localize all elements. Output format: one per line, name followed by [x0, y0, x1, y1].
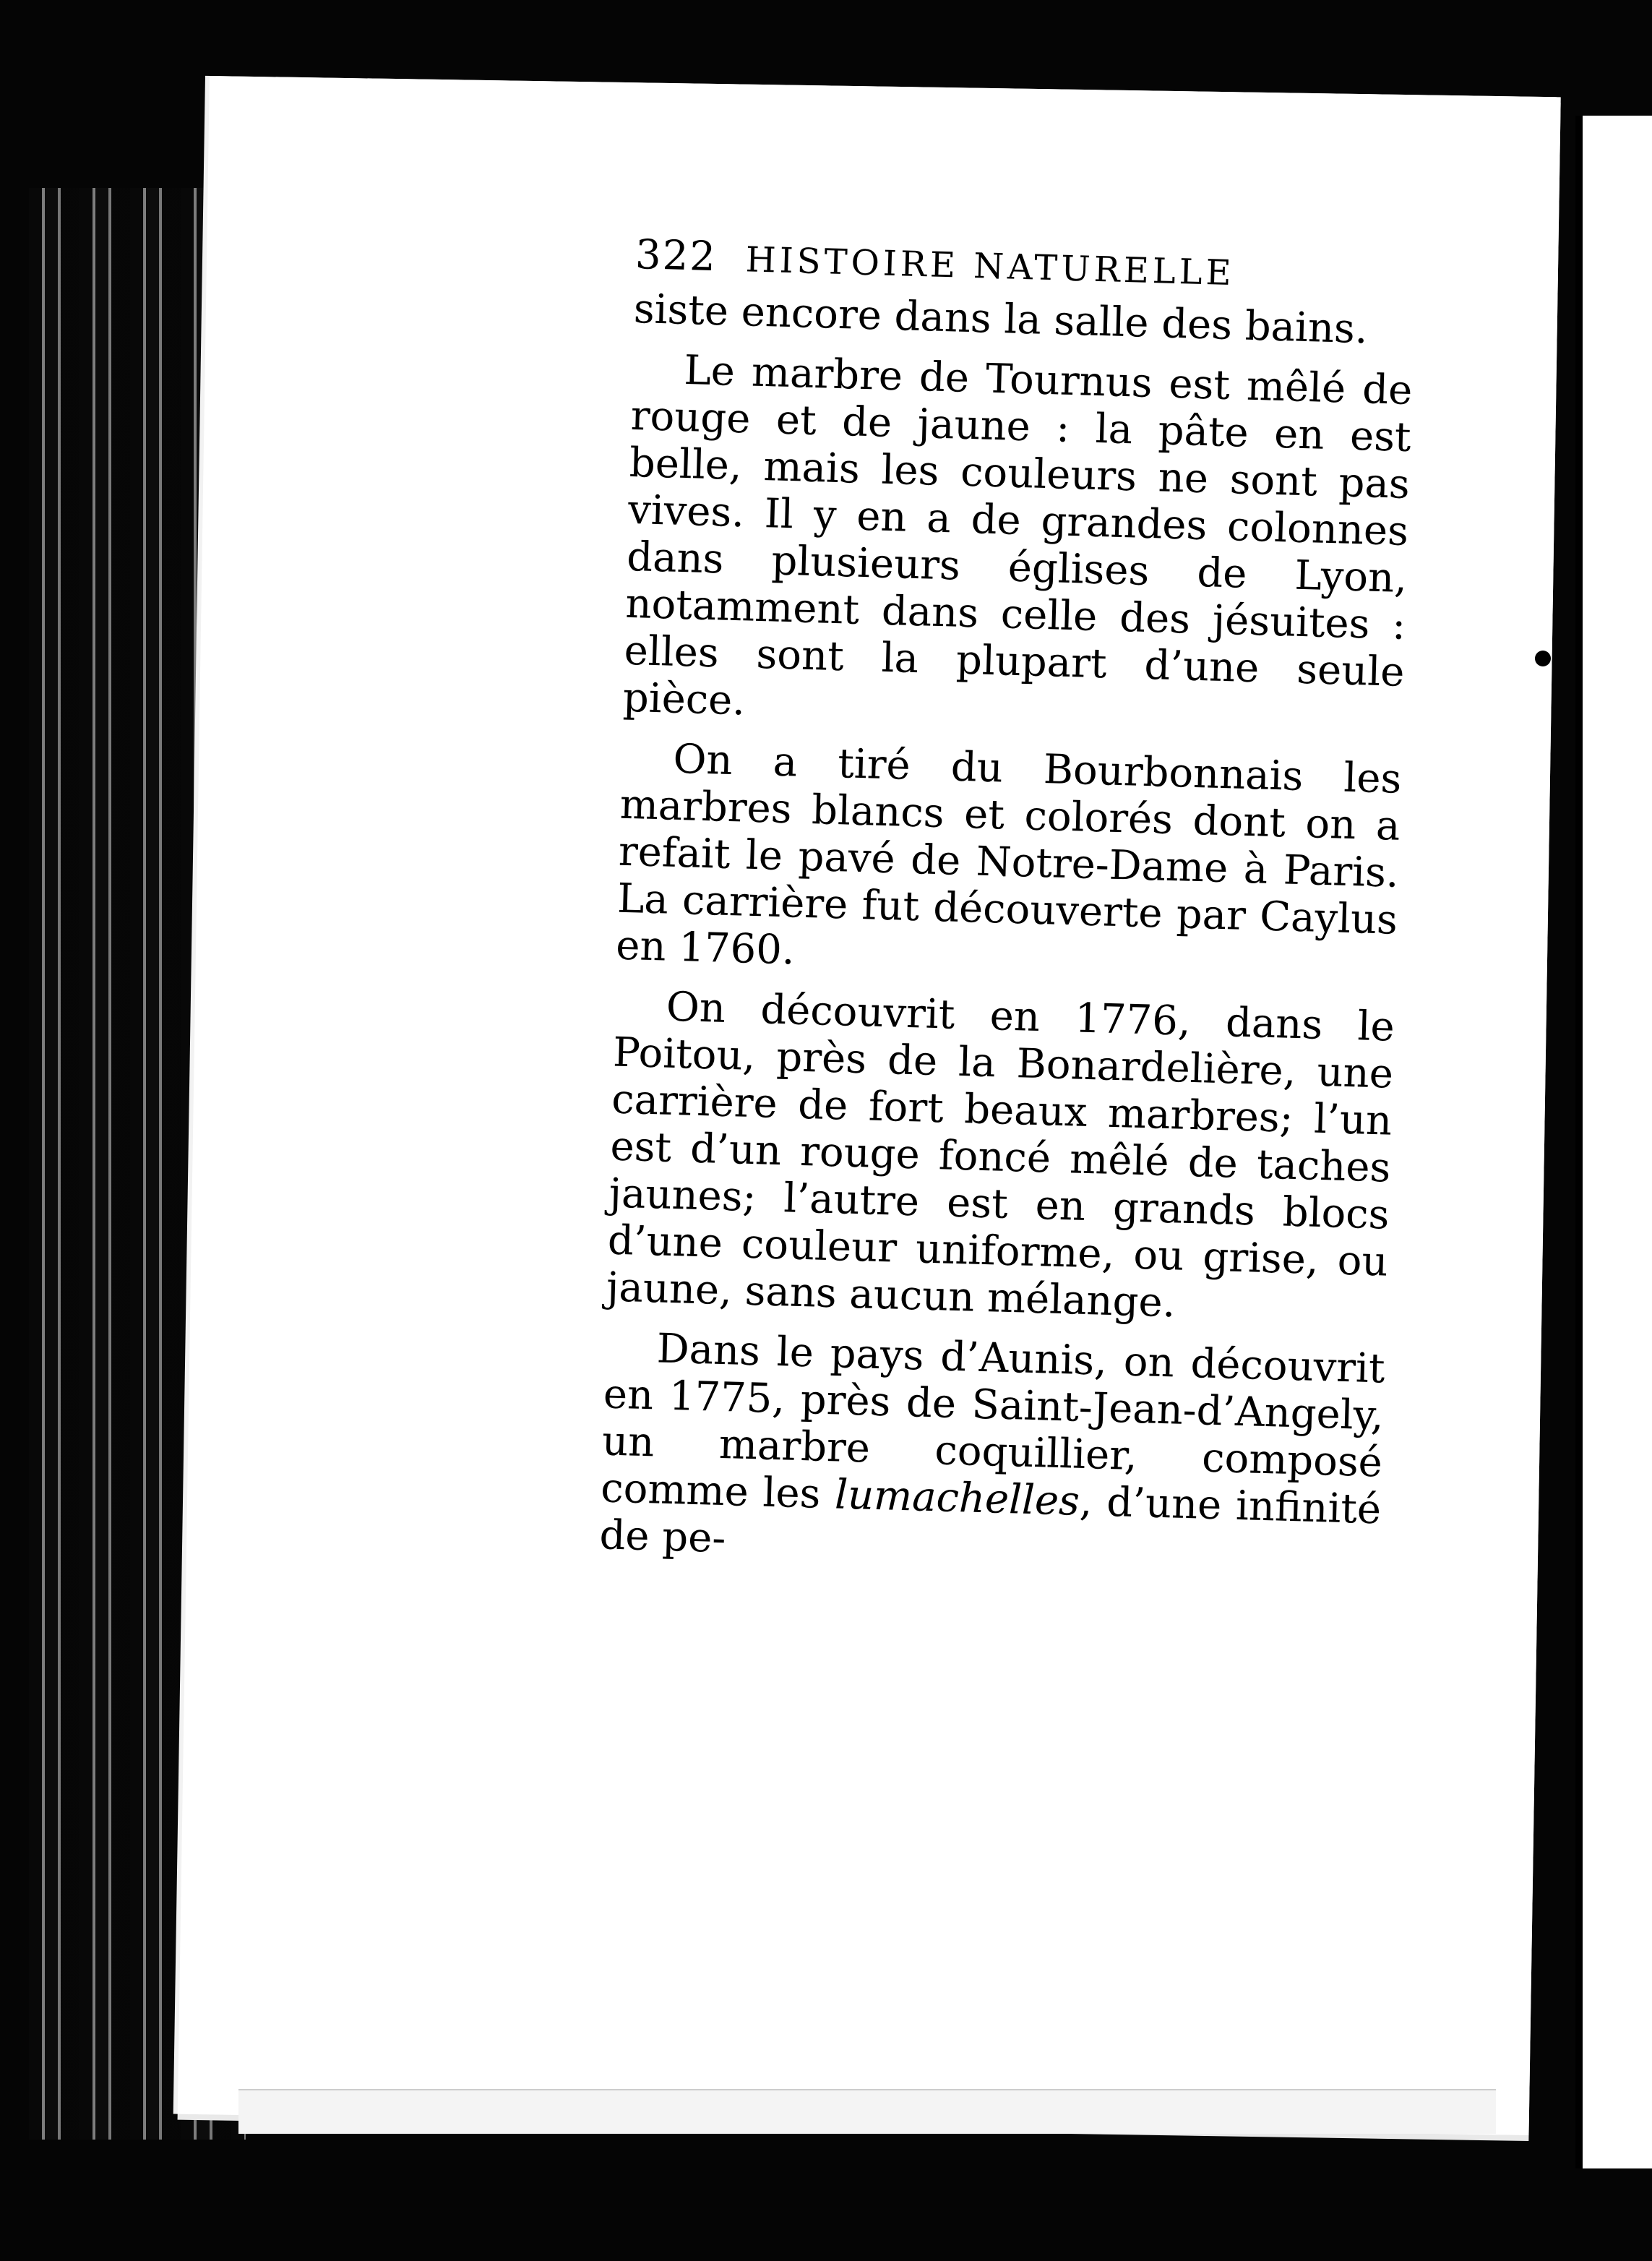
paragraph-continuation: siste encore dans la salle des bains.: [633, 285, 1369, 353]
binding-mark: [1535, 651, 1551, 666]
page-bottom-edge: [238, 2089, 1496, 2134]
paragraph-poitou-marble: On découvrit en 1776, dans le Poitou, près de la Bonardelière, une carrière de fort beaux marbres; l’un est d’un rouge foncé mêlé de taches jaunes; l’autre est en grands blocs d’une couleur uniforme, ou grise, ou jaune, sans aucun mélange.: [606, 983, 1395, 1327]
body-text: [599, 286, 1415, 1580]
paragraph-aunis-marble: [599, 1323, 1386, 1580]
facing-page-edge: [1575, 116, 1652, 2168]
aunis-text-end: , d’une infinité de pe-: [598, 1477, 1382, 1563]
running-head: HISTOIRE NATURELLE: [745, 239, 1236, 294]
aunis-italic-term: lumachelles: [834, 1471, 1080, 1525]
page-text-block: [599, 231, 1416, 1580]
page-number: 322: [634, 231, 718, 281]
aunis-text-start: Dans le pays d’Aunis, on découvrit en 1775, près de Saint-Jean-d’Angely, un marbre coquillier, composé comme les: [600, 1325, 1386, 1519]
paragraph-tournus-marble: Le marbre de Tournus est mêlé de rouge et de jaune : la pâte en est belle, mais les couleurs ne sont pas vives. Il y en a de grandes colonnes dans plusieurs églises de Lyon, notamment dans celle des jésuites : elles sont la plupart d’une seule pièce.: [622, 346, 1414, 725]
paragraph-bourbonnais-marble: On a tiré du Bourbonnais les marbres blancs et colorés dont on a refait le pavé de Notre-Dame à Paris. La carrière fut découverte par Caylus en 1760.: [615, 735, 1403, 974]
